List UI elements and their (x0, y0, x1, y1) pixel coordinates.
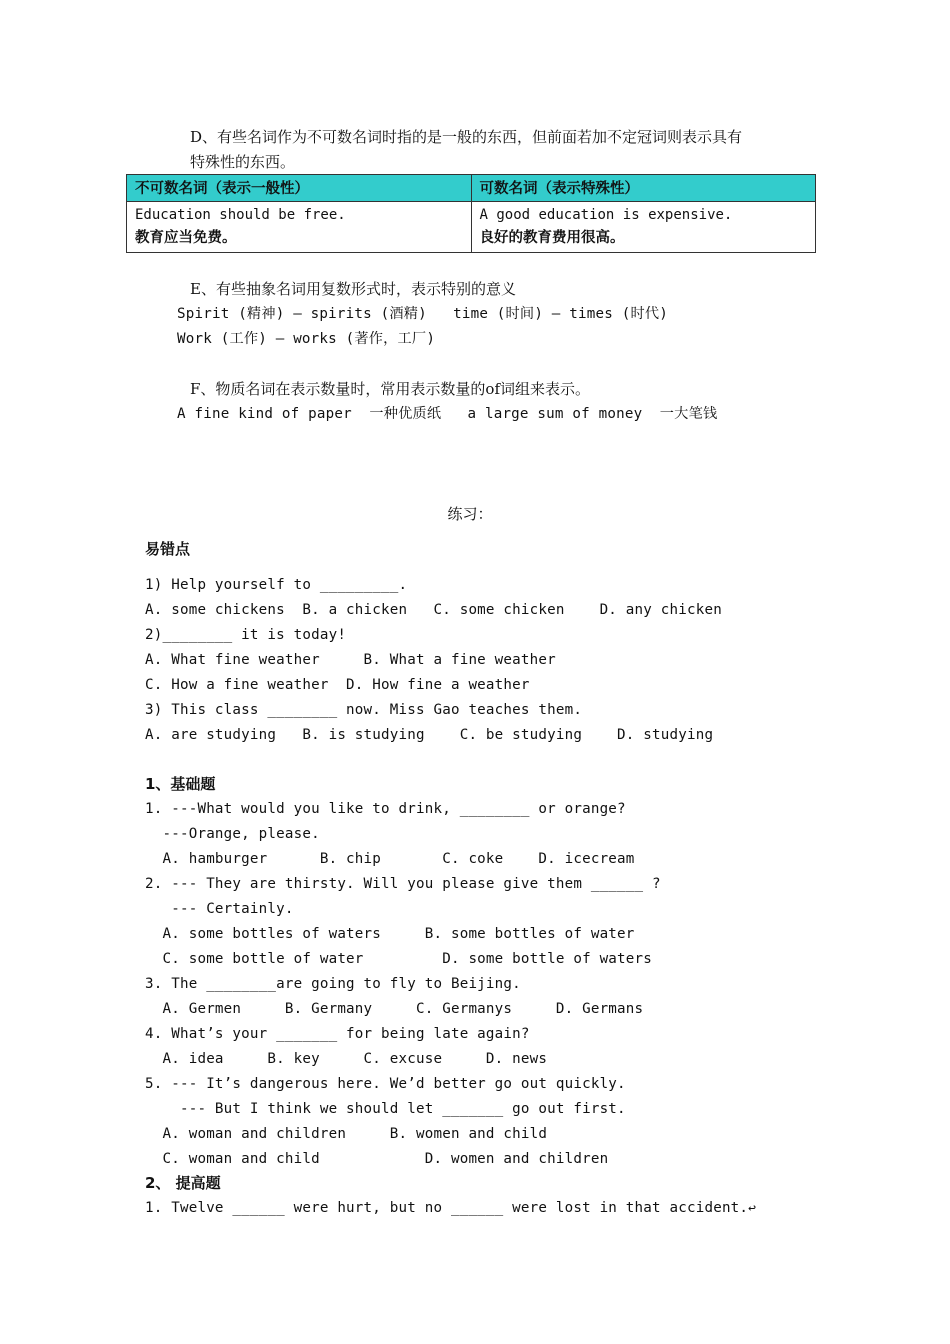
error-q1: 1) Help yourself to _________. (145, 577, 408, 593)
basic-line: A. hamburger B. chip C. coke D. icecream (145, 851, 635, 867)
section-d-line-2: 特殊性的东西。 (190, 153, 296, 171)
section-d-line-1: D、有些名词作为不可数名词时指的是一般的东西，但前面若加不定冠词则表示具有 (190, 128, 743, 146)
error-q3: 3) This class ________ now. Miss Gao teaches them. (145, 702, 583, 718)
basic-line: --- But I think we should let _______ go out first. (145, 1101, 626, 1117)
table-cell-english: Education should be free. (135, 207, 346, 223)
advanced-q1-wrap (145, 1198, 756, 1219)
table-row (127, 202, 816, 253)
basic-line: ---Orange, please. (145, 826, 320, 842)
exercise-title: 练习： (447, 505, 493, 523)
section-f-line-1: A fine kind of paper 一种优质纸 a large sum of money 一大笔钱 (177, 406, 718, 422)
table-cell-countable (471, 202, 816, 253)
advanced-q1: 1. Twelve ______ were hurt, but no ______ were lost in that accident. (145, 1200, 749, 1216)
table-header-row (127, 175, 816, 202)
table-header-countable: 可数名词（表示特殊性） (471, 175, 816, 202)
table-cell-chinese: 教育应当免费。 (135, 230, 237, 246)
error-q2: 2)________ it is today! (145, 627, 347, 643)
error-q1-options: A. some chickens B. a chicken C. some chicken D. any chicken (145, 602, 722, 618)
section-e-heading: E、有些抽象名词用复数形式时，表示特别的意义 (190, 280, 516, 298)
basic-line: 1. ---What would you like to drink, ________ or orange? (145, 801, 626, 817)
table-cell-english: A good education is expensive. (479, 207, 733, 223)
error-q2-options-ab: A. What fine weather B. What a fine weather (145, 652, 556, 668)
basic-line: 5. --- It’s dangerous here. We’d better go out quickly. (145, 1076, 626, 1092)
table-cell-chinese: 良好的教育费用很高。 (479, 230, 625, 246)
basic-line: A. woman and children B. women and child (145, 1126, 548, 1142)
basic-line: A. idea B. key C. excuse D. news (145, 1051, 548, 1067)
advanced-heading: 2、 提高题 (145, 1174, 221, 1192)
section-f-heading: F、物质名词在表示数量时，常用表示数量的of词组来表示。 (190, 380, 590, 398)
basic-line: A. Germen B. Germany C. Germanys D. Germans (145, 1001, 644, 1017)
countable-uncountable-table (126, 174, 816, 253)
basic-line: 2. --- They are thirsty. Will you please give them ______ ? (145, 876, 661, 892)
basic-line: A. some bottles of waters B. some bottles of water (145, 926, 635, 942)
paragraph-mark-icon: ↩ (748, 1201, 757, 1216)
basic-line: C. woman and child D. women and children (145, 1151, 609, 1167)
basic-line: 4. What’s your _______ for being late again? (145, 1026, 530, 1042)
basic-line: --- Certainly. (145, 901, 294, 917)
basic-line: C. some bottle of water D. some bottle of waters (145, 951, 653, 967)
basic-line: 3. The ________are going to fly to Beijing. (145, 976, 521, 992)
section-e-line-1: Spirit (精神) – spirits (酒精) time (时间) – times (时代) (177, 306, 668, 322)
error-points-heading: 易错点 (145, 540, 191, 558)
error-q2-options-cd: C. How a fine weather D. How fine a weather (145, 677, 530, 693)
table-header-uncountable: 不可数名词（表示一般性） (127, 175, 472, 202)
section-e-line-2: Work (工作) – works (著作，工厂) (177, 331, 436, 347)
table-cell-uncountable (127, 202, 472, 253)
error-q3-options: A. are studying B. is studying C. be studying D. studying (145, 727, 714, 743)
basic-heading: 1、基础题 (145, 775, 216, 793)
